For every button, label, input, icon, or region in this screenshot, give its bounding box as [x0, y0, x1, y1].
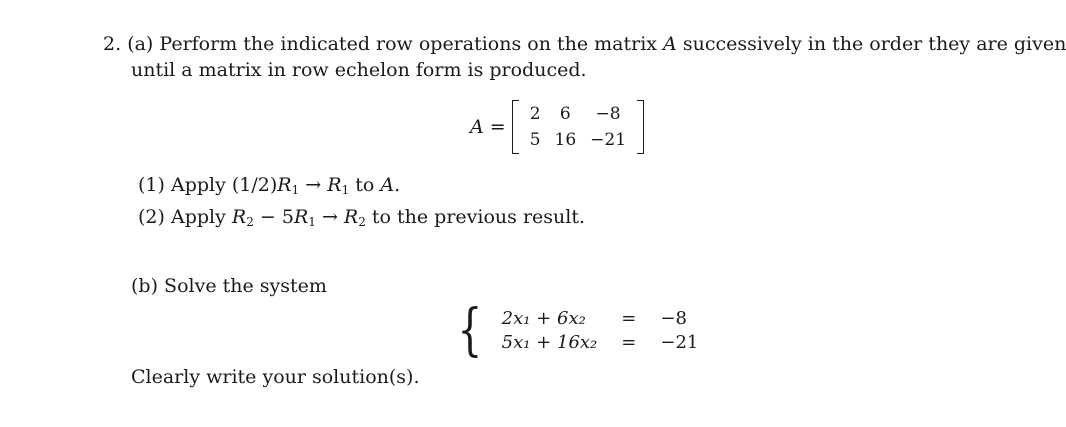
- part-a-text-tail: successively in the order they are given: [682, 33, 1066, 55]
- matrix-lhs: A =: [470, 115, 506, 138]
- part-b-text: Solve the system: [164, 275, 327, 297]
- matrix-symbol: A: [663, 33, 677, 55]
- equation-lhs: 2x₁ + 6x₂: [501, 308, 586, 329]
- equation-row: [496, 307, 705, 331]
- matrix-row: [523, 127, 633, 153]
- equation-lhs: 5x₁ + 16x₂: [501, 332, 598, 353]
- step-text: Apply: [170, 206, 226, 228]
- matrix-cell: 16: [554, 130, 577, 150]
- equation-equals: =: [621, 308, 637, 329]
- left-bracket: [512, 100, 519, 154]
- part-a-text-continued: until a matrix in row echelon form is produced.: [131, 59, 587, 81]
- step-label: (2): [138, 206, 165, 228]
- step-text: Apply (1/2): [170, 174, 278, 196]
- step-label: (1): [138, 174, 165, 196]
- equation-equals: =: [621, 332, 637, 353]
- step-target: A.: [380, 174, 401, 196]
- matrix-cell: 6: [559, 104, 571, 124]
- matrix-entries: [523, 101, 633, 153]
- linear-system: [452, 298, 704, 363]
- step-1: (1) Apply $(1/2)R_1 \to R_1$ to A.: [138, 174, 401, 197]
- closing-instruction: Clearly write your solution(s).: [131, 366, 420, 388]
- right-bracket: [637, 100, 644, 154]
- problem-number: 2.: [103, 33, 122, 55]
- equation-row: [496, 331, 705, 355]
- part-b-heading: [131, 275, 327, 298]
- part-a-text: Perform the indicated row operations on the matrix: [159, 33, 657, 55]
- system-equations: [496, 307, 705, 355]
- step-text: to the previous result.: [371, 206, 586, 228]
- matrix-cell: −21: [590, 130, 627, 150]
- step-arrow: →: [321, 206, 338, 228]
- equation-rhs: −8: [660, 308, 687, 329]
- equation-rhs: −21: [660, 332, 699, 353]
- step-text: to: [355, 174, 375, 196]
- step-op: − 5: [259, 206, 294, 228]
- problem-heading-line: [103, 33, 1066, 56]
- step-2: (2) Apply $R_2 - 5R_1 \to R_2$ to the previous result.: [138, 206, 586, 229]
- matrix-equation: [470, 99, 644, 155]
- part-a-label: (a): [127, 33, 154, 55]
- step-arrow: →: [305, 174, 322, 196]
- matrix-cell: 2: [529, 104, 541, 124]
- matrix-cell: 5: [529, 130, 541, 150]
- part-b-label: (b): [131, 275, 158, 297]
- left-brace: {: [457, 298, 483, 363]
- matrix-row: [523, 101, 633, 127]
- matrix-cell: −8: [595, 104, 621, 124]
